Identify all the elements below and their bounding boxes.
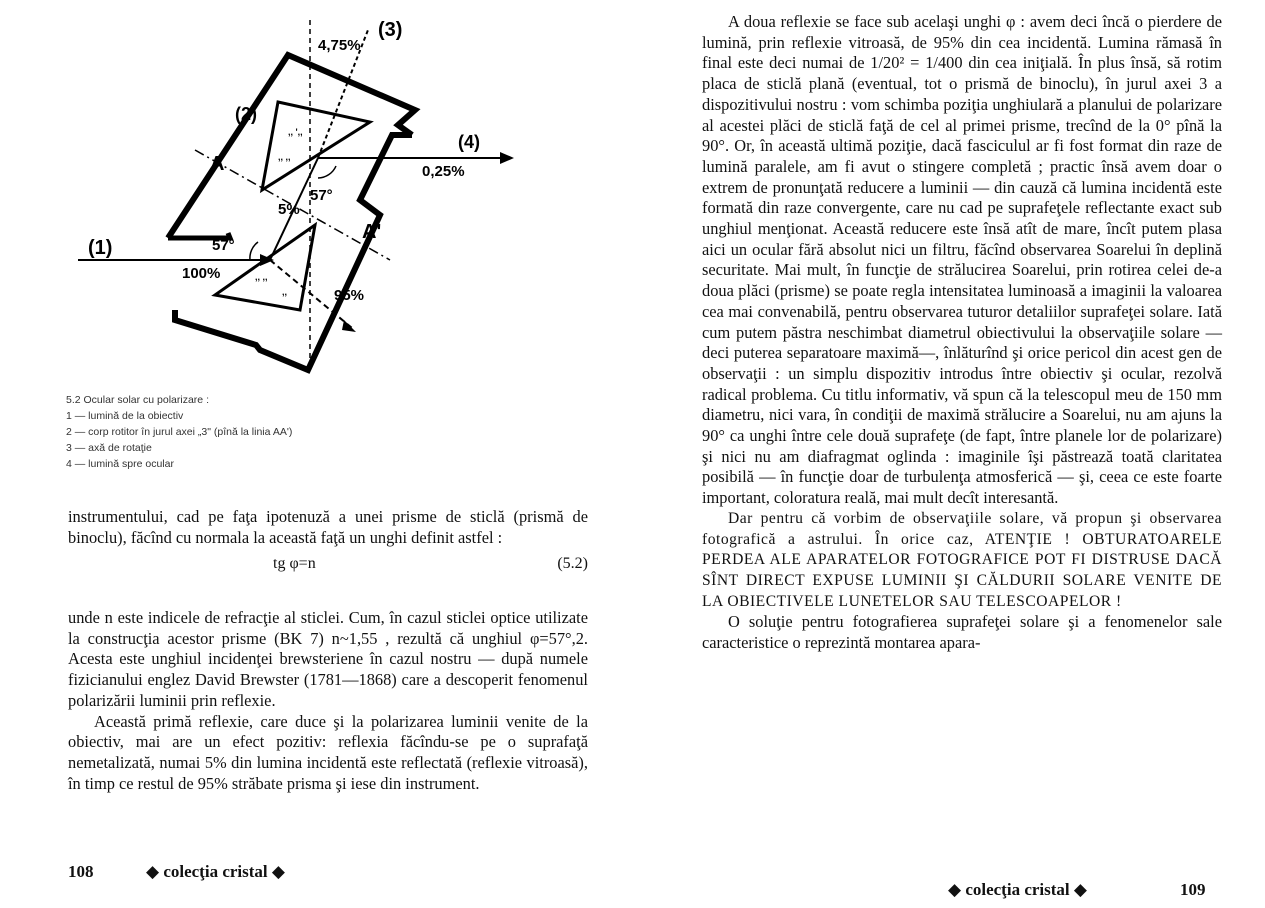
polarizing-eyepiece-figure xyxy=(60,10,540,390)
left-page xyxy=(0,0,632,908)
label-025pct: 0,25% xyxy=(422,163,465,180)
figure-diagram xyxy=(60,10,540,390)
prism-mark: ,, ,, xyxy=(278,152,291,162)
ray-transmitted-arrow xyxy=(342,320,356,332)
page-number: 109 xyxy=(1180,880,1206,899)
label-angle-upper: 57° xyxy=(310,187,333,204)
label-100pct: 100% xyxy=(182,265,221,282)
caption-title: 5.2 Ocular solar cu polarizare : xyxy=(66,394,209,406)
paragraph-warning: Dar pentru că vorbim de observaţiile solare, vă propun şi observarea fotografică a astrului. În orice caz, ATENŢIE ! OBTURATOARELE PERDEA ALE APARATELOR FOTOGRAFICE POT FI DISTRUSE DACĂ SÎNT DIRECT EXPUSE LUMINII ŞI CĂLDURII SOLARE VENITE DE LA OBIECTIVELE LUNETELOR SAU TELESCOAPELOR ! xyxy=(702,509,1222,610)
paragraph: instrumentului, cad pe faţa ipotenuză a unei prisme de sticlă (prismă de binoclu), făcînd cu normala la această faţă un unghi definit astfel : xyxy=(68,507,588,547)
label-95pct: 95% xyxy=(334,287,365,304)
caption-item: 1 — lumină de la obiectiv xyxy=(66,410,184,422)
caption-item: 4 — lumină spre ocular xyxy=(66,458,174,470)
right-text-block xyxy=(702,12,1222,654)
label-475pct: 4,75% xyxy=(318,37,361,54)
label-angle-lower: 57° xyxy=(212,237,235,254)
page-number: 108 xyxy=(68,862,94,881)
label-5pct: 5% xyxy=(278,201,300,218)
label-ray4: (4) xyxy=(458,132,480,152)
label-ray3: (3) xyxy=(378,19,403,41)
right-page xyxy=(632,0,1265,908)
figure-caption xyxy=(66,392,586,472)
left-text-block-1 xyxy=(68,507,588,580)
angle-arc-upper xyxy=(318,166,336,178)
label-ray1: (1) xyxy=(88,237,113,259)
left-text-block-2 xyxy=(68,608,588,794)
ray-output-arrow xyxy=(500,152,514,164)
caption-item: 3 — axă de rotaţie xyxy=(66,442,152,454)
paragraph: O soluţie pentru fotografierea suprafeţei solare şi a fenomenelor sale caracteristice o reprezintă montarea apara- xyxy=(702,612,1222,653)
prism-mark: ,, ',, xyxy=(288,127,303,137)
upper-prism xyxy=(262,102,370,190)
label-axis-a-prime: A' xyxy=(362,221,382,243)
formula: tg φ=n xyxy=(273,555,316,573)
paragraph: Această primă reflexie, care duce şi la polarizarea luminii venite de la obiectiv, mai are un efect pozitiv: reflexia făcîndu-se pe o suprafaţă nemetalizată, numai 5% din lumina incidentă este reflectată (reflexie vitroasă), în timp ce restul de 95% străbate prisma şi iese din instrument. xyxy=(68,711,588,793)
angle-arc-lower xyxy=(250,242,258,260)
paragraph: unde n este indicele de refracţie al sticlei. Cum, în cazul sticlei optice utilizate la construcţia acestor prisme (BK 7) n~1,55 , rezultă că unghiul φ=57°,2. Acesta este unghiul incidenţei brewsteriene în cazul nostru — după numele fizicianului englez David Brewster (1781—1868) care a descoperit fenomenul polarizării luminii prin reflexie. xyxy=(68,608,588,710)
formula-line xyxy=(68,550,588,578)
prism-mark: ,, xyxy=(282,287,288,297)
paragraph: A doua reflexie se face sub acelaşi unghi φ : avem deci încă o pierdere de lumină, prin reflexie vitroasă, de 95% din cea incidentă. Lumina rămasă în final este deci numai de 1/20² = 1/400 din cea iniţială. În plus însă, să rotim placa de sticlă plană (eventual, tot o prismă de binoclu), în jurul axei 3 a dispozitivului nostru : vom schimba poziţia unghiulară a planului de polarizare al acestei plăci de sticlă faţă de cel al primei prisme, trecînd de la 0° pînă la 90°. Or, în această ultimă poziţie, dacă fasciculul ar fi fost format din raze de lumină paralele, am fi avut o stingere completă ; practic însă avem doar o extrem de pronunţată reducere a luminii — din cauză că lumina incidentă este formată din raze convergente, care nu cad pe suprafeţele reflectante exact sub unghiul menţionat. Această reducere este însă atît de mare, încît putem plasa aici un ocular fără absolut nici un filtru, făcînd observarea Soarelui în deplină securitate. Mai mult, în funcţie de strălucirea Soarelui, prin rotirea celei de-a doua plăci (prisme) se poate regla intensitatea luminoasă a imaginii la valoarea cea mai convenabilă, pentru observarea tuturor detaliilor suprafeţei solare. Iată cum putem păstra neschimbat diametrul obiectivului la observaţiile solare — deci puterea separatoare maximă—, înlăturînd şi orice pericol din acest gen de observaţii : un simplu dispozitiv introdus între obiectiv şi ocular, rezolvă radical problema. Cu titlu informativ, vă spun că la telescopul meu de 150 mm diametru, nici vara, în condiţii de maximă strălucire a Soarelui, nu am ajuns la 90° ca unghi între cele două suprafeţe (de fapt, între planele lor de polarizare) şi nici nu am diafragmat oglinda : imaginile îşi păstrează toată claritatea posibilă — în funcţie doar de turbulenţa atmosferică — şi, ceea ce este foarte important, coloratura reală, mai mult decît interesantă. xyxy=(702,12,1222,508)
label-axis-a: A xyxy=(210,153,225,175)
prism-mark: ,, ,, xyxy=(255,272,268,282)
label-ray2: (2) xyxy=(235,104,257,124)
caption-item: 2 — corp rotitor în jurul axei „3" (pînă la linia AA') xyxy=(66,426,293,438)
formula-number: (5.2) xyxy=(557,555,588,573)
series-name: ◆ colecţia cristal ◆ xyxy=(948,880,1087,899)
series-name: ◆ colecţia cristal ◆ xyxy=(146,862,285,881)
